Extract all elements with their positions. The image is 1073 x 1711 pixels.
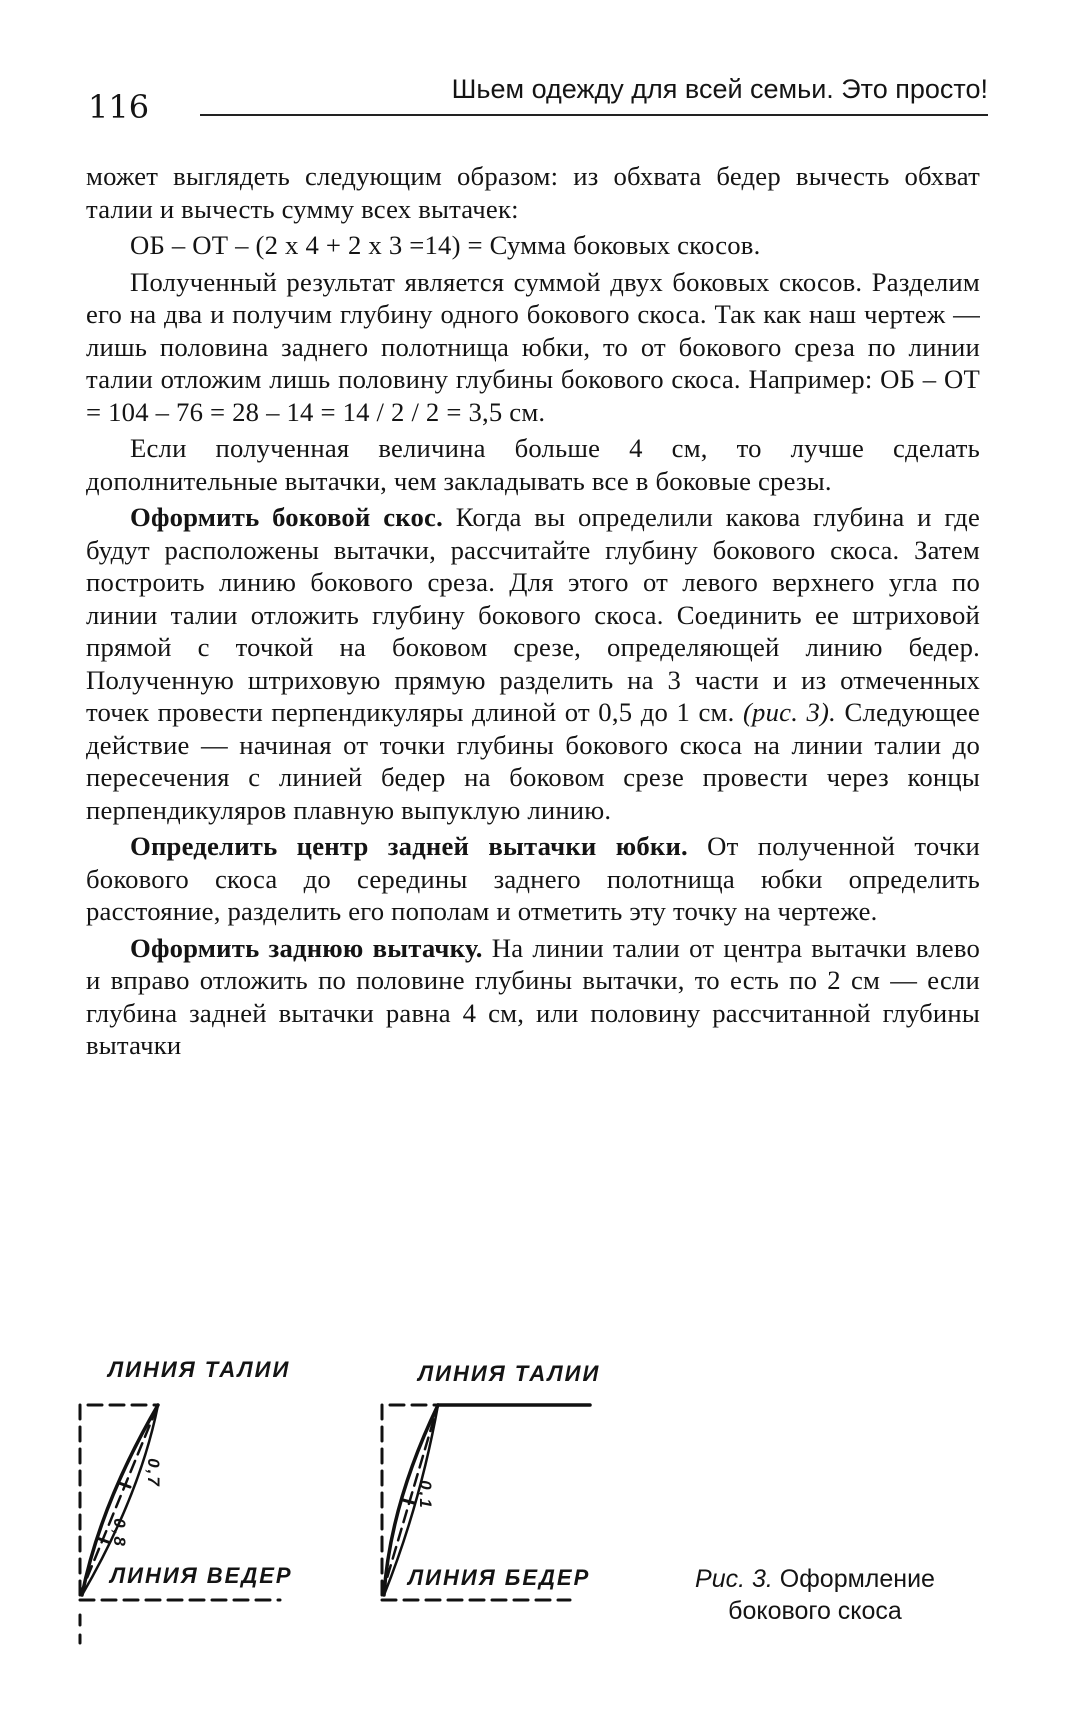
right-mark: 0,1 xyxy=(415,1480,435,1510)
figure-3 xyxy=(70,1355,990,1685)
heading-dart-center: Определить центр задней вытачки юбки. xyxy=(130,831,688,861)
heading-side-bevel: Оформить боковой скос. xyxy=(130,502,443,532)
back-dart-text: На линии талии от центра вытачки влево и вправо отложить по половине глубины вытачки, то есть по 2 см — если глубина задней вытачки равна 4 см, или половину рассчитанной глубины вытачки xyxy=(86,932,980,1060)
dart-center-text: От полученной точки бокового скоса до середины заднего полотнища юбки определить расстояние, разделить его пополам и отметить эту точку на чертеже. xyxy=(86,831,980,926)
page-header xyxy=(88,74,988,124)
left-perpendicular-lower xyxy=(97,1538,108,1542)
paragraph-back-dart xyxy=(86,932,980,1062)
right-hip-label: ЛИНИЯ БЕДЕР xyxy=(408,1565,591,1590)
heading-back-dart: Оформить заднюю вытачку. xyxy=(130,932,483,963)
paragraph-side-bevel xyxy=(86,501,980,826)
side-bevel-drawings xyxy=(70,1355,990,1685)
paragraph-3: Полученный результат является суммой двух боковых скосов. Разделим его на два и получим глубину одного бокового скоса. Так как наш чертеж — лишь половина заднего полотнища юбки, то от бокового среза по линии талии отложим лишь половину глубины бокового скоса. Например: ОБ – ОТ = 104 – 76 = 28 – 14 = 14 / 2 / 2 = 3,5 см. xyxy=(86,266,980,427)
body-text xyxy=(86,160,980,1066)
formula-line: ОБ – ОТ – (2 х 4 + 2 х 3 =14) = Сумма боковых скосов. xyxy=(130,230,761,260)
right-waist-label: ЛИНИЯ ТАЛИИ xyxy=(418,1361,601,1386)
paragraph-4: Если полученная величина больше 4 см, то лучше сделать дополнительные вытачки, чем закладывать все в боковые срезы. xyxy=(86,433,980,496)
side-bevel-text-b: Следующее действие — начиная от точки глубины бокового скоса на линии талии до пересечения с линией бедер на боковом срезе провести через концы перпендикуляров плавную выпуклую линию. xyxy=(86,697,980,825)
header-rule xyxy=(200,114,988,116)
left-mark-lower: 0,8 xyxy=(109,1518,129,1548)
page-number: 116 xyxy=(88,88,150,126)
figure-reference: (рис. 3). xyxy=(742,697,837,727)
running-title: Шьем одежду для всей семьи. Это просто! xyxy=(451,74,988,104)
paragraph-1: может выглядеть следующим образом: из обхвата бедер вычесть обхват талии и вычесть сумму всех вытачек: xyxy=(86,161,980,224)
paragraph-dart-center xyxy=(86,830,980,928)
side-bevel-text-a: Когда вы определили какова глубина и где будут расположены вытачки, рассчитайте глубину бокового скоса. Затем построить линию бокового среза. Для этого от левого верхнего угла по линии талии отложить глубину бокового скоса. Соединить ее штриховой прямой с точкой на боковом срезе, определяющей линию бедер. Полученную штриховую прямую разделить на 3 части и из отмеченных точек провести перпендикуляры длиной от 0,5 до 1 см. xyxy=(86,502,980,727)
left-perpendicular-upper xyxy=(119,1483,130,1487)
left-hip-label: ЛИНИЯ ВЕДЕР xyxy=(110,1563,293,1588)
caption-text: Оформление бокового скоса xyxy=(728,1565,935,1625)
figure-caption xyxy=(655,1563,975,1627)
caption-reference: Рис. 3. xyxy=(695,1565,773,1593)
right-perpendicular xyxy=(403,1500,414,1503)
left-mark-upper: 0,7 xyxy=(143,1458,163,1488)
left-waist-label: ЛИНИЯ ТАЛИИ xyxy=(108,1357,291,1382)
